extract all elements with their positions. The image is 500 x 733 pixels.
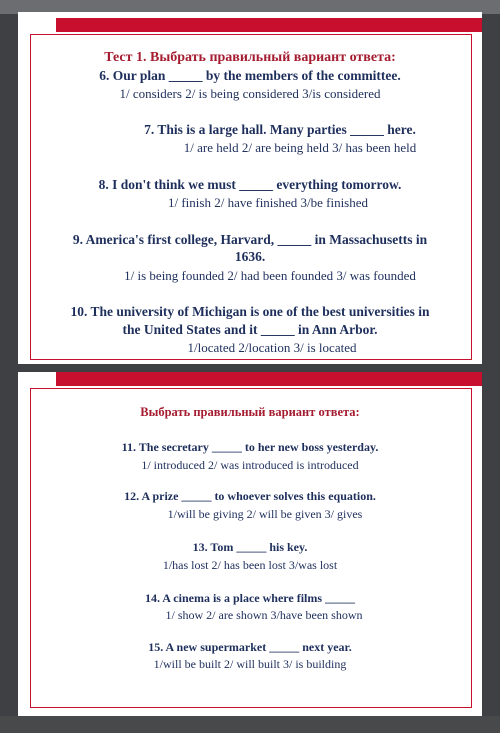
question-6: 6. Our plan _____ by the members of the committee. [99, 68, 401, 83]
test-slide-2 [18, 372, 482, 716]
question-7: 7. This is a large hall. Many parties _____ here. [144, 122, 416, 137]
options-15: 1/will be built 2/ will built 3/ is building [153, 657, 347, 671]
options-12: 1/will be giving 2/ will be given 3/ gives [167, 507, 363, 521]
question-10-line-2: the United States and it _____ in Ann Arbor. [122, 322, 378, 337]
red-header-bar [56, 372, 482, 386]
question-9-line-1: 9. America's first college, Harvard, _____ in Massachusetts in [72, 232, 428, 247]
test-title: Тест 1. Выбрать правильный вариант ответа: [104, 50, 396, 65]
question-15: 15. A new supermarket _____ next year. [148, 640, 352, 654]
question-14: 14. A cinema is a place where films _____ [144, 591, 356, 605]
options-9: 1/ is being founded 2/ had been founded 3/ was founded [124, 268, 416, 283]
options-11: 1/ introduced 2/ was introduced is introduced [141, 458, 359, 472]
question-9-line-2: 1636. [234, 249, 266, 264]
options-8: 1/ finish 2/ have finished 3/be finished [167, 195, 369, 210]
options-6: 1/ considers 2/ is being considered 3/is considered [119, 86, 381, 101]
question-13: 13. Tom _____ his key. [192, 540, 308, 554]
bottom-strip [0, 716, 500, 733]
test-title: Выбрать правильный вариант ответа: [140, 405, 360, 419]
question-12: 12. A prize _____ to whoever solves this equation. [124, 489, 376, 503]
options-14: 1/ show 2/ are shown 3/have been shown [165, 608, 363, 622]
question-10-line-1: 10. The university of Michigan is one of the best universities in [70, 304, 430, 319]
options-10: 1/located 2/location 3/ is located [187, 340, 357, 355]
question-8: 8. I don't think we must _____ everything tomorrow. [98, 177, 402, 192]
options-7: 1/ are held 2/ are being held 3/ has been held [183, 140, 417, 155]
test-slide-1 [18, 12, 482, 364]
question-11: 11. The secretary _____ to her new boss yesterday. [121, 440, 379, 454]
options-13: 1/has lost 2/ has been lost 3/was lost [162, 558, 338, 572]
red-header-bar [56, 18, 482, 32]
